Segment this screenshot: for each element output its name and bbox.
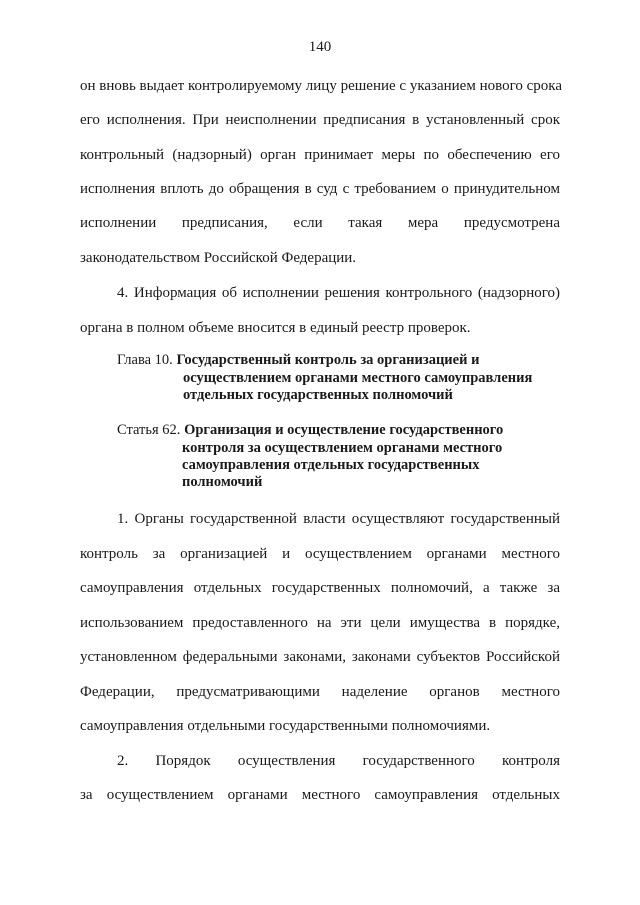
article-title-line: полномочий (182, 474, 263, 490)
text-line: использованием предоставленного на эти цели имущества в порядке, (80, 615, 560, 631)
text-line: за осуществлением органами местного самоуправления отдельных (80, 787, 560, 803)
article-heading-row (117, 422, 503, 439)
page-number: 140 (308, 39, 332, 55)
chapter-title-line: осуществлением органами местного самоуправления (183, 370, 533, 386)
text-line: 4. Информация об исполнении решения контрольного (надзорного) (117, 285, 560, 301)
chapter-title-line: отдельных государственных полномочий (183, 387, 453, 403)
text-line: исполнении предписания, если такая мера предусмотрена (80, 215, 560, 231)
text-line: контроль за организацией и осуществлением органами местного (80, 546, 560, 562)
text-line: исполнения вплоть до обращения в суд с требованием о принудительном (80, 181, 560, 197)
article-title-line: самоуправления отдельных государственных (182, 457, 480, 473)
text-line: самоуправления отдельными государственными полномочиями. (80, 718, 491, 734)
text-line: его исполнения. При неисполнении предписания в установленный срок (80, 112, 560, 128)
article-title-line: контроля за осуществлением органами местного (182, 440, 503, 456)
text-line: законодательством Российской Федерации. (80, 250, 357, 266)
text-line: 1. Органы государственной власти осуществляют государственный (117, 511, 560, 527)
chapter-heading-row (117, 352, 479, 369)
text-line: самоуправления отдельных государственных полномочий, а также за (80, 580, 560, 596)
chapter-title-line: Государственный контроль за организацией и (176, 352, 480, 368)
article-title-line: Организация и осуществление государственного (184, 422, 504, 438)
text-line: контрольный (надзорный) орган принимает меры по обеспечению его (80, 147, 560, 163)
text-line: установленном федеральными законами, законами субъектов Российской (80, 649, 560, 665)
text-line: органа в полном объеме вносится в единый реестр проверок. (80, 320, 471, 336)
text-line: он вновь выдает контролируемому лицу решение с указанием нового срока (80, 78, 562, 94)
chapter-label: Глава 10. (117, 352, 173, 368)
article-label: Статья 62. (117, 422, 181, 438)
text-line: Федерации, предусматривающими наделение органов местного (80, 684, 560, 700)
text-line: 2. Порядок осуществления государственного контроля (117, 753, 560, 769)
